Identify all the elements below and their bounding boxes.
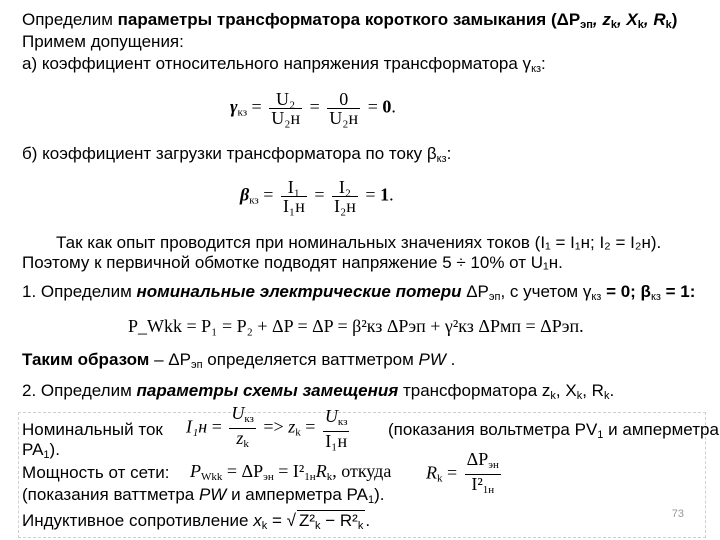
z2-symbol: Z²: [298, 511, 316, 530]
eq-sign: =: [258, 184, 278, 205]
u-symbol: U: [231, 403, 245, 423]
step1-tail2: = 0; β: [601, 282, 651, 301]
step2-z-sub: k: [550, 390, 556, 402]
frac-den: I₁н: [282, 196, 305, 216]
item-b-text: б) коэффициент загрузки трансформатора по току β: [22, 144, 437, 163]
step1-mid-sub: эп: [488, 291, 501, 303]
x-sub: k: [261, 520, 268, 532]
title-r-sub: k: [665, 19, 672, 31]
item-b-sub: кз: [436, 153, 447, 165]
u-sub: кз: [337, 416, 348, 428]
sqrt-sign: √: [286, 511, 296, 530]
pa-symbol: PA: [22, 440, 44, 459]
beta-sub: кз: [249, 194, 259, 207]
frac-den: I₁н: [325, 431, 348, 451]
frac-den: [229, 429, 256, 453]
pa-end: ).: [49, 440, 60, 459]
sqrt-radicand: [297, 510, 365, 536]
eq-sign: =: [300, 416, 320, 437]
beta-symbol: β: [240, 184, 250, 205]
frac-num: [229, 404, 256, 429]
eq-sign: =: [207, 416, 227, 437]
step1-b-sub: кз: [650, 291, 661, 303]
item-b-tail: :: [446, 144, 452, 163]
beta-result: 1: [380, 184, 390, 205]
fraction-u2: [269, 90, 302, 127]
frac-den: [465, 475, 501, 499]
inductive-label: Индуктивное сопротивление: [22, 511, 254, 530]
nominal-note: [388, 420, 719, 445]
step1-line: [22, 282, 695, 307]
title-prefix: Определим: [22, 10, 118, 29]
dp-num-sub: эн: [488, 459, 499, 471]
para1-line2: Поэтому к первичной обмотке подводят напряжение 5 ÷ 10% от U₁н.: [22, 253, 563, 272]
eq-sign: =: [267, 511, 287, 530]
step2-r-sub: k: [603, 390, 610, 402]
step1-emph: номинальные электрические потери: [136, 282, 462, 301]
dp-num: ΔP: [466, 449, 489, 469]
zk-sub: k: [295, 426, 301, 439]
fraction-ukz-z: [229, 404, 256, 453]
title-z: , z: [592, 10, 611, 29]
eq-sign: =: [309, 184, 329, 205]
nominal-label: Номинальный ток: [22, 420, 163, 439]
item-a-line: [22, 54, 546, 79]
eq-sign: =: [363, 96, 383, 117]
gamma-result: 0: [382, 96, 392, 117]
note-sub: 1: [597, 429, 604, 441]
title-vars-sub: эп: [580, 19, 593, 31]
conclusion-rest: – ΔP: [149, 350, 191, 369]
readings-mid: и амперметра PA: [226, 485, 368, 504]
item-b-line: [22, 144, 451, 169]
r2-symbol: − R²: [320, 511, 358, 530]
assumptions-line: Примем допущения:: [22, 32, 184, 51]
fraction-zero: [327, 90, 360, 127]
u-symbol: U: [324, 406, 338, 426]
step2-rest2: , X: [555, 381, 577, 400]
arrow: =>: [258, 416, 289, 437]
power-label: Мощность от сети:: [22, 463, 170, 482]
p-symbol: P: [190, 461, 201, 481]
inductive-line: [22, 510, 370, 536]
period: .: [391, 96, 396, 117]
pa-sub: 1: [43, 449, 50, 461]
i2-symbol: = I²: [273, 461, 305, 481]
r-sub: k: [326, 471, 333, 483]
title-bold: параметры трансформатора короткого замыкания: [117, 10, 547, 29]
readings-end: ).: [374, 485, 385, 504]
item-a-tail: :: [541, 54, 546, 73]
zk-symbol: z: [288, 416, 296, 437]
formula-losses: P_Wkk = P₁ = P₂ + ΔP = ΔP = β²кз ΔPэп + γ²кз ΔPмп = ΔPэп.: [128, 316, 584, 336]
step2-prefix: 2. Определим: [22, 381, 137, 400]
x-symbol: x: [253, 511, 262, 530]
eq-sign: =: [247, 96, 267, 117]
nominal-formula: [186, 404, 352, 453]
rk-symbol: R: [426, 462, 437, 483]
step1-mid: ΔP: [461, 282, 489, 301]
note-text: (показания вольтметра PV: [388, 420, 598, 439]
z-sub: k: [243, 438, 249, 450]
formula-gamma: [230, 90, 396, 127]
eq-sign: =: [305, 96, 325, 117]
power-tail: , откуда: [332, 461, 392, 481]
i1n-symbol: I₁н: [186, 416, 208, 437]
frac-num: [323, 407, 350, 432]
step1-tail: , с учетом γ: [500, 282, 592, 301]
r2-sub: k: [357, 520, 364, 532]
gamma-symbol: γ: [230, 96, 238, 117]
page-number: 73: [671, 508, 684, 520]
fraction-rk: [465, 450, 501, 499]
title-close: ): [671, 10, 678, 29]
p-sub: Wkk: [201, 471, 223, 483]
step1-g-sub: кз: [591, 291, 602, 303]
u-sub: кз: [244, 413, 254, 425]
frac-num: U₂: [269, 90, 302, 109]
pa-line: [22, 440, 60, 465]
step2-rest: трансформатора z: [398, 381, 551, 400]
step1-tail3: = 1:: [660, 282, 696, 301]
step2-end: .: [609, 381, 615, 400]
period: .: [389, 184, 394, 205]
title-x-sub: k: [637, 19, 644, 31]
frac-den: U₂н: [329, 108, 359, 128]
inductive-end: .: [365, 511, 371, 530]
note-text2: и амперметра: [603, 420, 719, 439]
step2-rest3: , R: [582, 381, 604, 400]
eq-sign: =: [360, 184, 381, 205]
frac-den: U₂н: [271, 108, 301, 128]
power-formula: [190, 461, 391, 483]
frac-den: I₂н: [334, 196, 356, 216]
title-r: , R: [643, 10, 666, 29]
frac-num: 0: [327, 90, 360, 109]
readings-line: [22, 485, 384, 510]
step2-line: [22, 381, 614, 406]
i2-den-sub: 1н: [482, 484, 495, 496]
i2-den: I²: [471, 474, 483, 494]
rk-formula: $R_k$ = $\frac{\Delta P_{эн}}{I^2_{1н}}$: [426, 450, 504, 499]
frac-num: I₂: [332, 178, 358, 197]
fraction-i2: [332, 178, 358, 215]
conclusion-sub: эп: [190, 359, 203, 371]
step2-emph: параметры схемы замещения: [136, 381, 399, 400]
frac-num: [465, 450, 501, 475]
frac-num: I₁: [281, 178, 307, 197]
dp-symbol: = ΔP: [222, 461, 264, 481]
step2-x-sub: k: [576, 390, 583, 402]
formula-beta: [240, 178, 394, 215]
i2-sub: 1н: [304, 471, 316, 483]
fraction-ukz-i: [323, 407, 350, 450]
conclusion-rest2: определяется ваттметром: [202, 350, 419, 369]
dp-sub: эн: [263, 471, 274, 483]
title-vars: (ΔP: [546, 10, 581, 29]
z-symbol: z: [236, 428, 244, 448]
conclusion-line: [22, 350, 455, 375]
conclusion-pw: PW: [418, 350, 446, 369]
conclusion-end: .: [445, 350, 456, 369]
r-symbol: R: [315, 461, 327, 481]
title-z-sub: k: [610, 19, 617, 31]
title-x: , X: [616, 10, 638, 29]
item-a-text: а) коэффициент относительного напряжения трансформатора γ: [22, 54, 532, 73]
fraction-i1: [281, 178, 307, 215]
readings-sub: 1: [367, 494, 375, 506]
para1-line1: Так как опыт проводится при номинальных значениях токов (I₁ = I₁н; I₂ = I₂н).: [56, 233, 662, 252]
item-a-sub: кз: [531, 63, 542, 75]
rk-sub: k: [437, 472, 443, 485]
readings-text: (показания ваттметра: [22, 485, 199, 504]
readings-pw: PW: [198, 485, 227, 504]
step1-prefix: 1. Определим: [22, 282, 137, 301]
z2-sub: k: [315, 520, 321, 532]
conclusion-bold: Таким образом: [22, 350, 150, 369]
gamma-sub: кз: [237, 106, 248, 119]
